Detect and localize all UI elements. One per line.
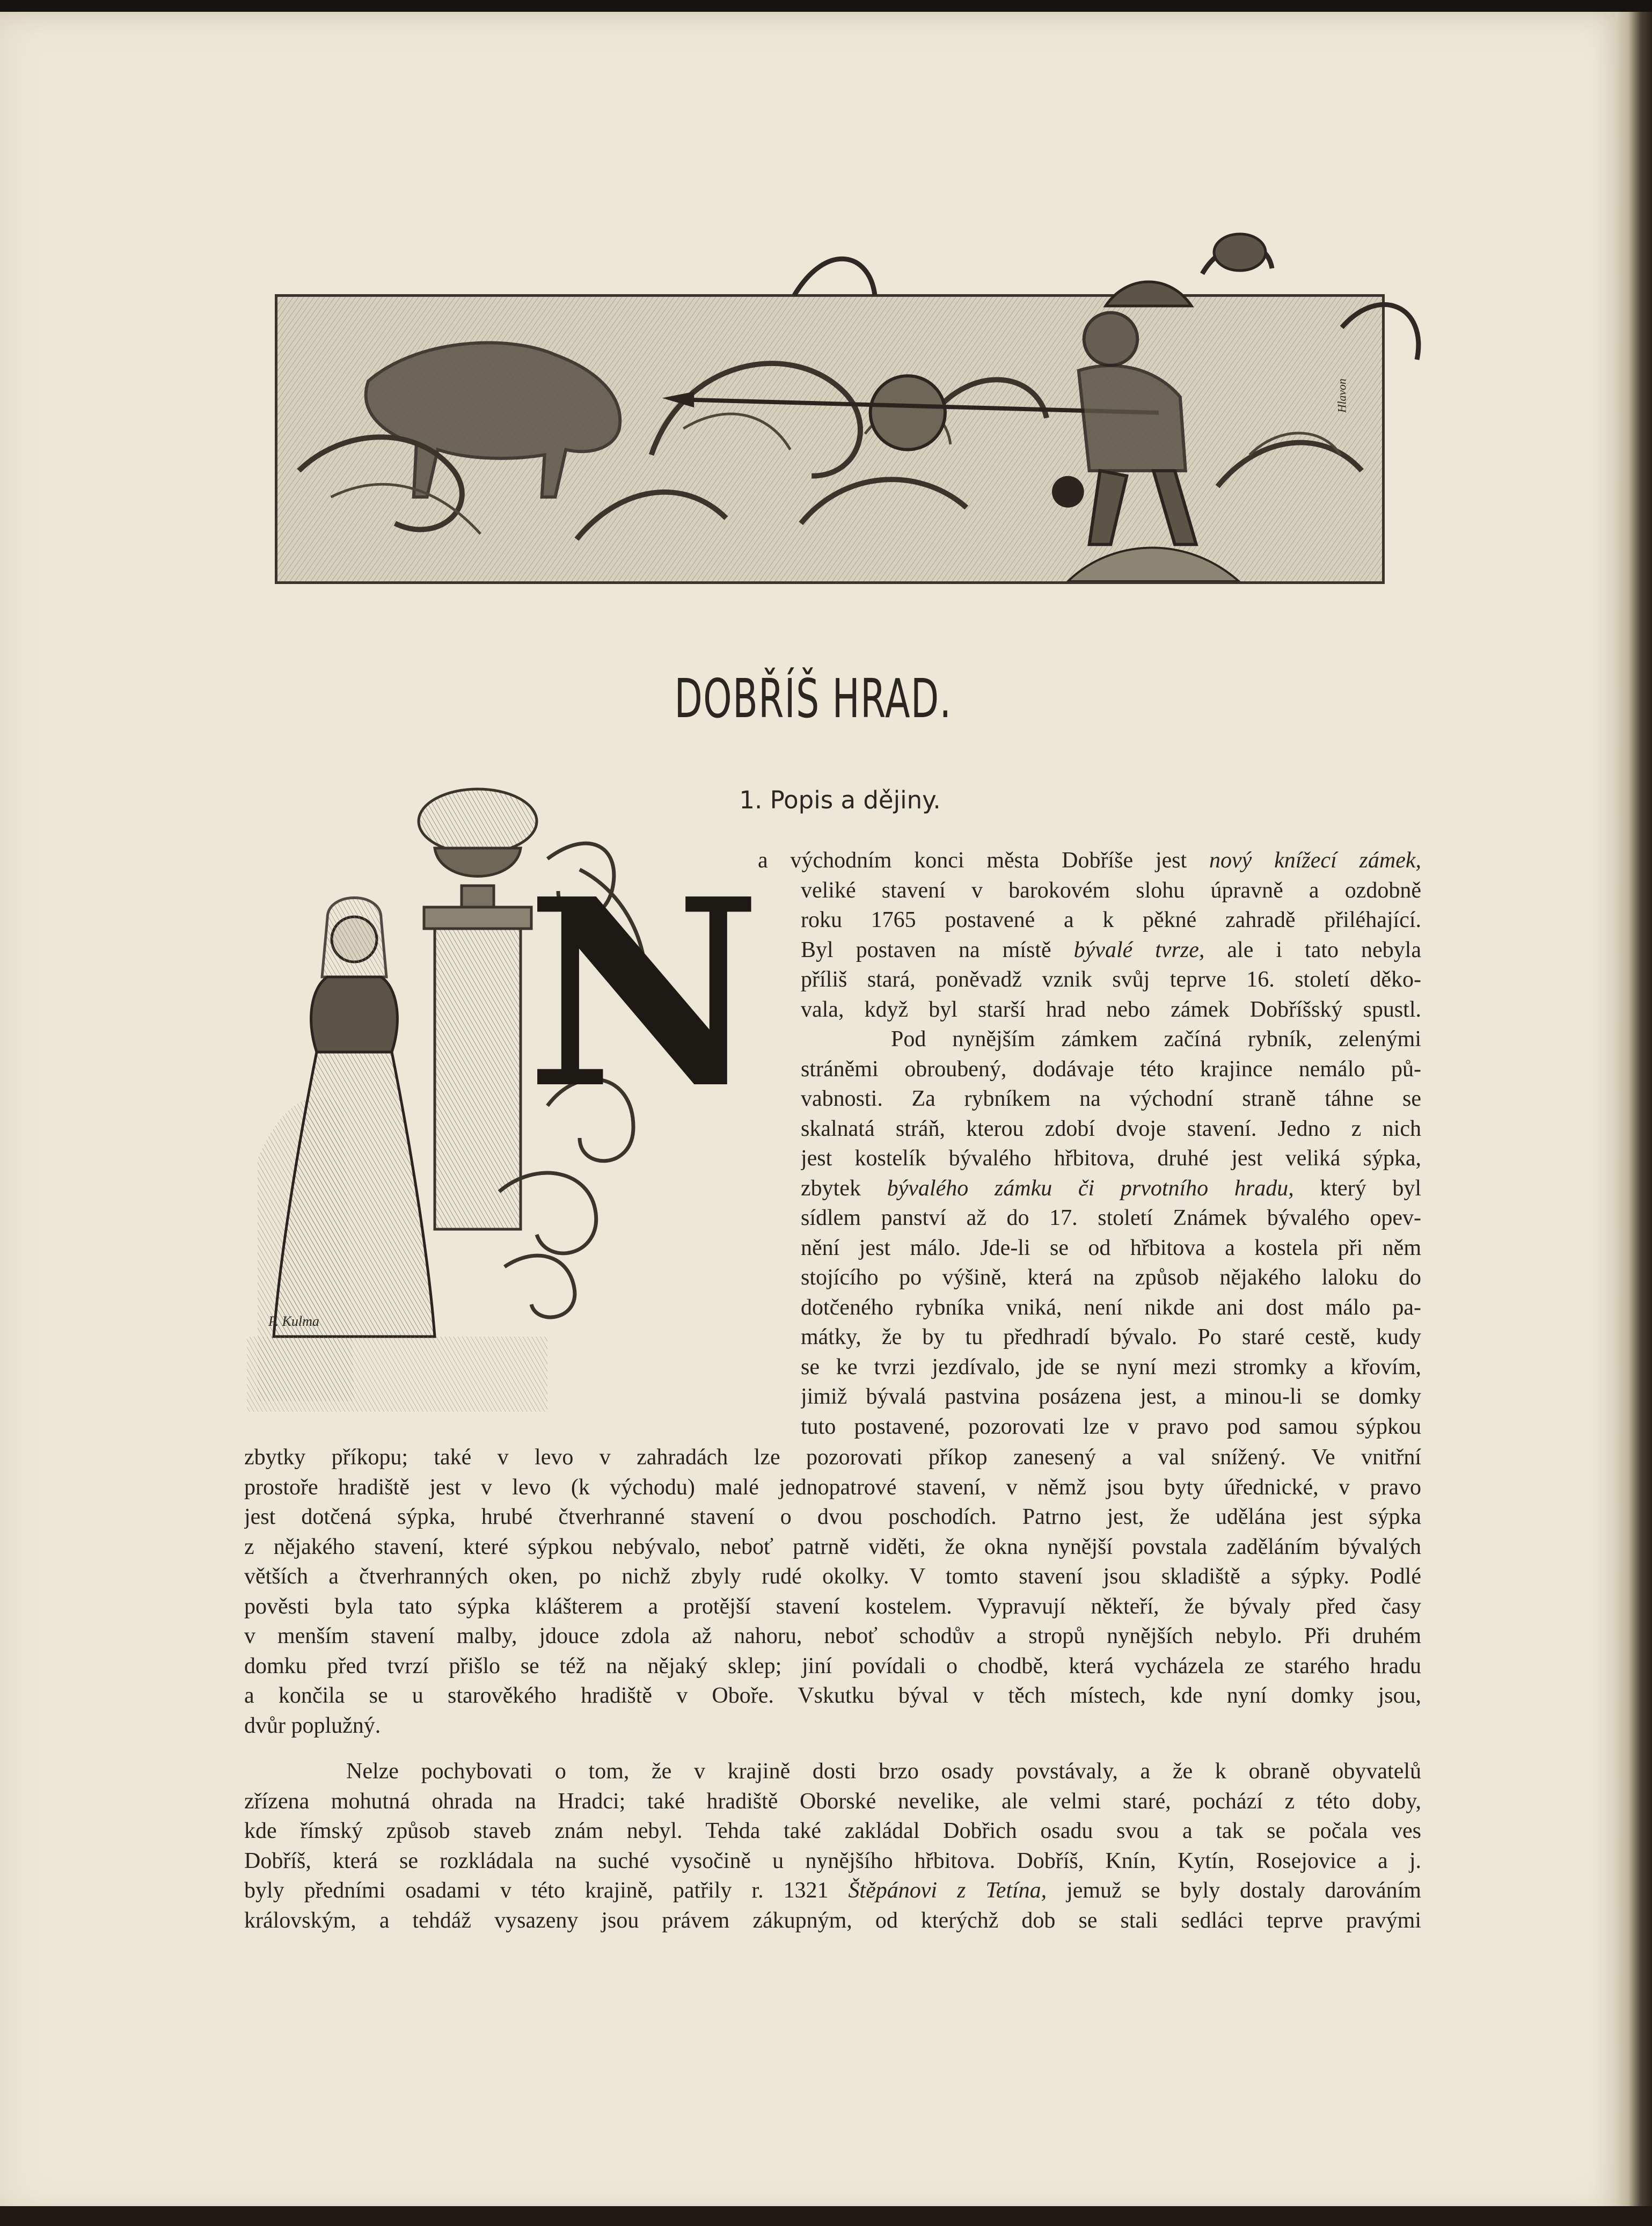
italic-phrase: bývalého zámku či prvotního hradu,	[887, 1176, 1294, 1201]
text-line	[244, 1786, 1421, 1816]
text-line	[244, 1442, 1421, 1472]
text-run: vabnosti. Za rybníkem na východní straně táhne se	[801, 1086, 1421, 1111]
text-run: kde římský způsob staveb znám nebyl. Tehda také zakládal Dobřich osadu svou a tak se počala ves	[244, 1819, 1421, 1843]
text-line	[801, 965, 1421, 995]
text-run: skalnatá stráň, kterou zdobí dvoje stavení. Jedno z nich	[801, 1116, 1421, 1141]
text-line	[244, 1532, 1421, 1562]
text-run: královským, a tehdáž vysazeny jsou právem zákupným, od kterýchž dob se stali sedláci teprve pravými	[244, 1908, 1421, 1933]
text-run: jest dotčená sýpka, hrubé čtverhranné stavení o dvou poschodích. Patrno jest, že udělána jest sýpka	[244, 1505, 1421, 1529]
text-line	[244, 1651, 1421, 1681]
text-line	[801, 905, 1421, 935]
text-line	[801, 1352, 1421, 1382]
text-run: zbytek	[801, 1176, 887, 1201]
text-run: sídlem panství až do 17. století Známek bývalého opev-	[801, 1206, 1421, 1230]
text-line	[244, 1711, 1421, 1741]
text-line	[758, 845, 1421, 875]
text-run: jest kostelík bývalého hřbitova, druhé jest veliká sýpka,	[801, 1146, 1421, 1171]
text-line	[801, 1293, 1421, 1323]
page-bottom-edge	[0, 2206, 1652, 2226]
text-line	[801, 995, 1421, 1025]
text-line	[801, 1114, 1421, 1144]
text-run: mátky, že by tu předhradí bývalo. Po staré cestě, kudy	[801, 1325, 1421, 1349]
text-run: jimiž bývalá pastvina posázena jest, a minou-li se domky	[801, 1384, 1421, 1409]
text-run: Pod nynějším zámkem začíná rybník, zelenými	[891, 1027, 1421, 1052]
text-run: zbytky příkopu; také v levo v zahradách lze pozorovati příkop zanesený a val snížený. Ve vnitřní	[244, 1445, 1421, 1470]
text-line	[244, 1621, 1421, 1651]
text-run: a východním konci města Dobříše jest	[758, 848, 1210, 873]
text-line	[244, 1875, 1421, 1906]
text-line	[244, 1472, 1421, 1502]
text-run: dotčeného rybníka vniká, není nikde ani dost málo pa-	[801, 1295, 1421, 1320]
text-run: který byl	[1293, 1176, 1421, 1201]
text-line	[346, 1756, 1421, 1786]
text-line	[244, 1502, 1421, 1532]
text-run: a končila se u starověkého hradiště v Oboře. Vskutku býval v těch místech, kde nyní domky jsou,	[244, 1683, 1421, 1708]
text-line	[244, 1906, 1421, 1936]
text-run: stojícího po výšině, která na způsob nějakého laloku do	[801, 1265, 1421, 1290]
text-line	[801, 1322, 1421, 1352]
text-run: nění jest málo. Jde-li se od hřbitova a kostela při něm	[801, 1236, 1421, 1260]
text-line	[801, 1054, 1421, 1084]
text-line	[801, 935, 1421, 965]
text-run: z nějakého stavení, které sýpkou nebývalo, neboť patrně viděti, že okna nynější povstala zaděláním bývalých	[244, 1535, 1421, 1559]
text-run: domku před tvrzí přišlo se též na nějaký sklep; jiní povídali o chodbě, která vycházela ze starého hradu	[244, 1654, 1421, 1678]
text-run: prostoře hradiště jest v levo (k východu) malé jednopatrové stavení, v němž jsou byty úřednické, v pravo	[244, 1475, 1421, 1500]
text-run: byly předními osadami v této krajině, patřily r. 1321	[244, 1878, 849, 1903]
text-line	[801, 1382, 1421, 1412]
text-line	[801, 1084, 1421, 1114]
text-run: dvůr poplužný.	[244, 1713, 381, 1738]
page-title: DOBŘÍŠ HRAD.	[674, 667, 952, 730]
text-line	[801, 1262, 1421, 1293]
text-line	[801, 1233, 1421, 1263]
text-run: zřízena mohutná ohrada na Hradci; také hradiště Oborské nevelike, ale velmi staré, pochází z této doby,	[244, 1789, 1421, 1814]
text-run: větších a čtverhranných oken, po nichž zbyly rudé okolky. V tomto stavení jsou skladiště a sýpky. Podlé	[244, 1564, 1421, 1589]
text-run: jemuž se byly dostaly darováním	[1047, 1878, 1421, 1903]
text-line	[244, 1561, 1421, 1592]
text-run: Nelze pochybovati o tom, že v krajině dosti brzo osady povstávaly, a že k obraně obyvatelů	[346, 1759, 1421, 1784]
text-line	[244, 1681, 1421, 1711]
text-run: tuto postavené, pozorovati lze v pravo pod samou sýpkou	[801, 1414, 1421, 1439]
text-line	[801, 1412, 1421, 1442]
banner-signature: Hlavon	[1335, 378, 1349, 413]
italic-phrase: Štěpánovi z Tetína,	[848, 1878, 1047, 1903]
text-line	[801, 1143, 1421, 1173]
text-line	[244, 1846, 1421, 1876]
italic-phrase: bývalé tvrze,	[1073, 938, 1205, 962]
section-heading: 1. Popis a dějiny.	[739, 786, 941, 814]
text-run: se ke tvrzi jezdívalo, jde se nyní mezi stromky a křovím,	[801, 1355, 1421, 1380]
text-run: roku 1765 postavené a k pěkné zahradě přiléhající.	[801, 908, 1421, 932]
text-run: ale i tato nebyla	[1204, 938, 1421, 962]
text-line	[801, 1203, 1421, 1233]
text-line	[244, 1816, 1421, 1846]
text-run: stráněmi obroubený, dodávaje této krajince nemálo pů-	[801, 1057, 1421, 1082]
text-line	[801, 875, 1421, 906]
text-line	[244, 1592, 1421, 1622]
text-run: příliš stará, poněvadž vznik svůj teprve 16. století děko-	[801, 967, 1421, 992]
text-run: Dobříš, která se rozkládala na suché vysočině u nynějšího hřbitova. Dobříš, Knín, Kytín, Rosejovice a j.	[244, 1849, 1421, 1873]
text-run: veliké stavení v barokovém slohu úpravně a ozdobně	[801, 878, 1421, 903]
illustration-signature: P. Kulma	[268, 1313, 319, 1329]
text-line	[801, 1173, 1421, 1203]
drop-cap-letter: N	[526, 843, 762, 1145]
italic-phrase: nový knížecí zámek,	[1209, 848, 1421, 873]
text-run: Byl postaven na místě	[801, 938, 1074, 962]
text-run: pověsti byla tato sýpka klášterem a protější stavení kostelem. Vypravují někteří, že bývaly před časy	[244, 1594, 1421, 1619]
text-line	[891, 1024, 1421, 1054]
text-run: v menším stavení malby, jdouce zdola až nahoru, neboť schodův a stropů nynějších nebylo. Při druhém	[244, 1624, 1421, 1648]
text-run: vala, když byl starší hrad nebo zámek Dobříšský spustl.	[801, 997, 1421, 1022]
